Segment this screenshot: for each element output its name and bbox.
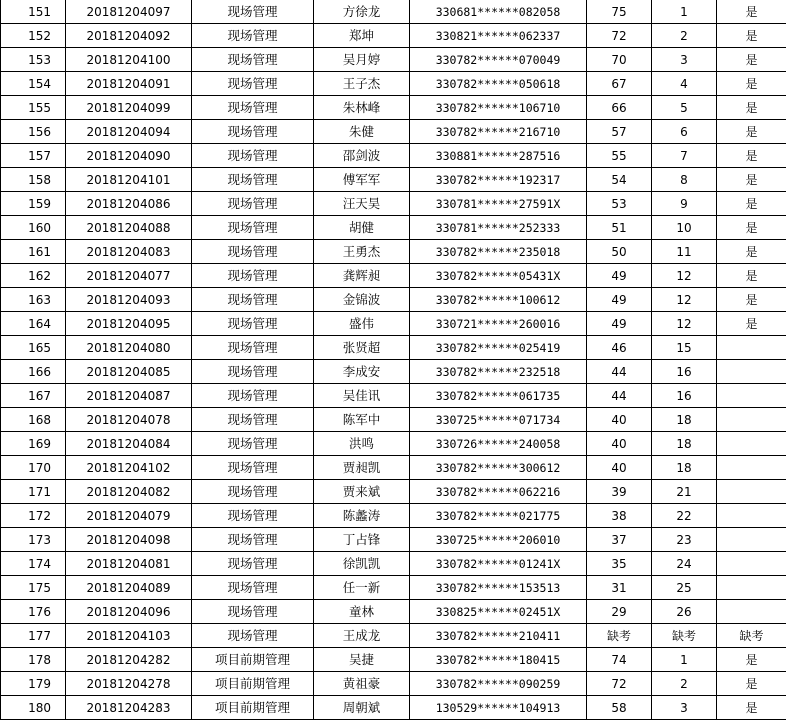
rank-cell: 缺考: [652, 624, 717, 648]
exam-id-cell: 20181204089: [66, 576, 192, 600]
score-cell: 50: [587, 240, 652, 264]
name-cell: 邵剑波: [314, 144, 410, 168]
row-number-cell: 157: [1, 144, 66, 168]
id-number-cell: 330782******025419: [410, 336, 587, 360]
exam-id-cell: 20181204084: [66, 432, 192, 456]
name-cell: 龚辉昶: [314, 264, 410, 288]
position-cell: 项目前期管理: [192, 648, 314, 672]
name-cell: 陈军中: [314, 408, 410, 432]
row-number-cell: 174: [1, 552, 66, 576]
qualified-cell: [717, 576, 786, 600]
name-cell: 王成龙: [314, 624, 410, 648]
id-number-cell: 330782******05431X: [410, 264, 587, 288]
row-number-cell: 180: [1, 696, 66, 720]
id-number-cell: 330782******050618: [410, 72, 587, 96]
row-number-cell: 153: [1, 48, 66, 72]
id-number-cell: 330681******082058: [410, 0, 587, 24]
position-cell: 现场管理: [192, 96, 314, 120]
qualified-cell: 是: [717, 96, 786, 120]
position-cell: 现场管理: [192, 552, 314, 576]
name-cell: 金锦波: [314, 288, 410, 312]
qualified-cell: [717, 600, 786, 624]
score-cell: 49: [587, 264, 652, 288]
rank-cell: 3: [652, 696, 717, 720]
row-number-cell: 168: [1, 408, 66, 432]
id-number-cell: 330825******02451X: [410, 600, 587, 624]
rank-cell: 18: [652, 432, 717, 456]
position-cell: 现场管理: [192, 0, 314, 24]
id-number-cell: 330782******100612: [410, 288, 587, 312]
qualified-cell: [717, 360, 786, 384]
qualified-cell: 是: [717, 0, 786, 24]
table-row: [1, 144, 786, 168]
qualified-cell: [717, 552, 786, 576]
name-cell: 陈蠡涛: [314, 504, 410, 528]
position-cell: 项目前期管理: [192, 672, 314, 696]
id-number-cell: 330782******180415: [410, 648, 587, 672]
name-cell: 汪天昊: [314, 192, 410, 216]
position-cell: 现场管理: [192, 528, 314, 552]
qualified-cell: 是: [717, 648, 786, 672]
exam-id-cell: 20181204098: [66, 528, 192, 552]
position-cell: 现场管理: [192, 240, 314, 264]
name-cell: 张贤超: [314, 336, 410, 360]
position-cell: 现场管理: [192, 336, 314, 360]
position-cell: 现场管理: [192, 72, 314, 96]
rank-cell: 8: [652, 168, 717, 192]
name-cell: 洪鸣: [314, 432, 410, 456]
rank-cell: 3: [652, 48, 717, 72]
table-row: [1, 672, 786, 696]
rank-cell: 11: [652, 240, 717, 264]
table-row: [1, 360, 786, 384]
exam-id-cell: 20181204080: [66, 336, 192, 360]
qualified-cell: 是: [717, 288, 786, 312]
position-cell: 现场管理: [192, 288, 314, 312]
qualified-cell: [717, 528, 786, 552]
id-number-cell: 330782******090259: [410, 672, 587, 696]
table-row: [1, 96, 786, 120]
position-cell: 现场管理: [192, 144, 314, 168]
rank-cell: 16: [652, 360, 717, 384]
qualified-cell: 是: [717, 48, 786, 72]
id-number-cell: 330782******070049: [410, 48, 587, 72]
table-row: [1, 168, 786, 192]
score-cell: 29: [587, 600, 652, 624]
table-row: [1, 120, 786, 144]
score-cell: 39: [587, 480, 652, 504]
rank-cell: 26: [652, 600, 717, 624]
position-cell: 现场管理: [192, 600, 314, 624]
name-cell: 吴佳讯: [314, 384, 410, 408]
qualified-cell: 是: [717, 216, 786, 240]
table-row: [1, 384, 786, 408]
name-cell: 王子杰: [314, 72, 410, 96]
qualified-cell: 缺考: [717, 624, 786, 648]
exam-id-cell: 20181204083: [66, 240, 192, 264]
id-number-cell: 330781******27591X: [410, 192, 587, 216]
id-number-cell: 330782******300612: [410, 456, 587, 480]
score-cell: 72: [587, 24, 652, 48]
id-number-cell: 330781******252333: [410, 216, 587, 240]
table-body: [1, 0, 786, 720]
name-cell: 黄祖豪: [314, 672, 410, 696]
id-number-cell: 330782******153513: [410, 576, 587, 600]
table-row: [1, 192, 786, 216]
position-cell: 现场管理: [192, 360, 314, 384]
table-row: [1, 24, 786, 48]
rank-cell: 9: [652, 192, 717, 216]
rank-cell: 10: [652, 216, 717, 240]
rank-cell: 6: [652, 120, 717, 144]
qualified-cell: [717, 456, 786, 480]
id-number-cell: 330782******106710: [410, 96, 587, 120]
id-number-cell: 330782******232518: [410, 360, 587, 384]
exam-id-cell: 20181204097: [66, 0, 192, 24]
rank-cell: 16: [652, 384, 717, 408]
row-number-cell: 177: [1, 624, 66, 648]
score-cell: 53: [587, 192, 652, 216]
name-cell: 傅军军: [314, 168, 410, 192]
row-number-cell: 179: [1, 672, 66, 696]
name-cell: 吴捷: [314, 648, 410, 672]
name-cell: 任一新: [314, 576, 410, 600]
row-number-cell: 176: [1, 600, 66, 624]
exam-id-cell: 20181204088: [66, 216, 192, 240]
name-cell: 李成安: [314, 360, 410, 384]
rank-cell: 24: [652, 552, 717, 576]
table-row: [1, 552, 786, 576]
row-number-cell: 151: [1, 0, 66, 24]
position-cell: 现场管理: [192, 504, 314, 528]
position-cell: 现场管理: [192, 168, 314, 192]
qualified-cell: [717, 432, 786, 456]
name-cell: 郑坤: [314, 24, 410, 48]
position-cell: 现场管理: [192, 264, 314, 288]
qualified-cell: 是: [717, 144, 786, 168]
row-number-cell: 154: [1, 72, 66, 96]
score-cell: 70: [587, 48, 652, 72]
row-number-cell: 169: [1, 432, 66, 456]
table-row: [1, 0, 786, 24]
score-cell: 55: [587, 144, 652, 168]
row-number-cell: 162: [1, 264, 66, 288]
table-row: [1, 48, 786, 72]
score-cell: 44: [587, 384, 652, 408]
table-row: [1, 456, 786, 480]
qualified-cell: [717, 384, 786, 408]
qualified-cell: 是: [717, 120, 786, 144]
table-row: [1, 600, 786, 624]
qualified-cell: [717, 336, 786, 360]
rank-cell: 12: [652, 264, 717, 288]
score-cell: 37: [587, 528, 652, 552]
rank-cell: 1: [652, 0, 717, 24]
qualified-cell: 是: [717, 168, 786, 192]
table-row: [1, 264, 786, 288]
score-cell: 49: [587, 312, 652, 336]
exam-id-cell: 20181204094: [66, 120, 192, 144]
score-cell: 67: [587, 72, 652, 96]
row-number-cell: 171: [1, 480, 66, 504]
row-number-cell: 166: [1, 360, 66, 384]
table-row: [1, 648, 786, 672]
row-number-cell: 152: [1, 24, 66, 48]
row-number-cell: 167: [1, 384, 66, 408]
exam-id-cell: 20181204099: [66, 96, 192, 120]
position-cell: 现场管理: [192, 192, 314, 216]
qualified-cell: [717, 408, 786, 432]
exam-id-cell: 20181204078: [66, 408, 192, 432]
table-row: [1, 408, 786, 432]
rank-cell: 5: [652, 96, 717, 120]
name-cell: 盛伟: [314, 312, 410, 336]
rank-cell: 4: [652, 72, 717, 96]
name-cell: 贾昶凯: [314, 456, 410, 480]
position-cell: 现场管理: [192, 384, 314, 408]
name-cell: 童林: [314, 600, 410, 624]
table-row: [1, 312, 786, 336]
position-cell: 现场管理: [192, 24, 314, 48]
rank-cell: 18: [652, 408, 717, 432]
name-cell: 胡健: [314, 216, 410, 240]
table-row: [1, 288, 786, 312]
score-cell: 38: [587, 504, 652, 528]
score-cell: 46: [587, 336, 652, 360]
rank-cell: 12: [652, 288, 717, 312]
score-cell: 74: [587, 648, 652, 672]
row-number-cell: 173: [1, 528, 66, 552]
row-number-cell: 175: [1, 576, 66, 600]
id-number-cell: 330782******235018: [410, 240, 587, 264]
row-number-cell: 164: [1, 312, 66, 336]
id-number-cell: 330721******260016: [410, 312, 587, 336]
id-number-cell: 330726******240058: [410, 432, 587, 456]
position-cell: 现场管理: [192, 120, 314, 144]
position-cell: 现场管理: [192, 48, 314, 72]
score-cell: 31: [587, 576, 652, 600]
row-number-cell: 159: [1, 192, 66, 216]
qualified-cell: 是: [717, 696, 786, 720]
score-cell: 35: [587, 552, 652, 576]
rank-cell: 18: [652, 456, 717, 480]
exam-id-cell: 20181204102: [66, 456, 192, 480]
exam-id-cell: 20181204087: [66, 384, 192, 408]
table-row: [1, 576, 786, 600]
id-number-cell: 330782******062216: [410, 480, 587, 504]
rank-cell: 21: [652, 480, 717, 504]
score-cell: 51: [587, 216, 652, 240]
rank-cell: 15: [652, 336, 717, 360]
score-cell: 44: [587, 360, 652, 384]
score-cell: 58: [587, 696, 652, 720]
position-cell: 现场管理: [192, 216, 314, 240]
exam-id-cell: 20181204283: [66, 696, 192, 720]
row-number-cell: 172: [1, 504, 66, 528]
position-cell: 现场管理: [192, 624, 314, 648]
row-number-cell: 158: [1, 168, 66, 192]
row-number-cell: 178: [1, 648, 66, 672]
row-number-cell: 155: [1, 96, 66, 120]
exam-id-cell: 20181204100: [66, 48, 192, 72]
exam-id-cell: 20181204092: [66, 24, 192, 48]
exam-id-cell: 20181204095: [66, 312, 192, 336]
exam-id-cell: 20181204091: [66, 72, 192, 96]
score-cell: 57: [587, 120, 652, 144]
position-cell: 现场管理: [192, 456, 314, 480]
row-number-cell: 160: [1, 216, 66, 240]
table-row: [1, 504, 786, 528]
id-number-cell: 330725******206010: [410, 528, 587, 552]
rank-cell: 1: [652, 648, 717, 672]
table-row: [1, 240, 786, 264]
qualified-cell: 是: [717, 264, 786, 288]
qualified-cell: 是: [717, 240, 786, 264]
score-cell: 54: [587, 168, 652, 192]
rank-cell: 2: [652, 672, 717, 696]
score-cell: 75: [587, 0, 652, 24]
id-number-cell: 130529******104913: [410, 696, 587, 720]
id-number-cell: 330782******021775: [410, 504, 587, 528]
score-cell: 66: [587, 96, 652, 120]
table-row: [1, 696, 786, 720]
rank-cell: 23: [652, 528, 717, 552]
qualified-cell: [717, 504, 786, 528]
position-cell: 现场管理: [192, 408, 314, 432]
name-cell: 朱林峰: [314, 96, 410, 120]
exam-id-cell: 20181204082: [66, 480, 192, 504]
row-number-cell: 165: [1, 336, 66, 360]
table-row: [1, 624, 786, 648]
id-number-cell: 330821******062337: [410, 24, 587, 48]
position-cell: 现场管理: [192, 480, 314, 504]
exam-id-cell: 20181204085: [66, 360, 192, 384]
rank-cell: 25: [652, 576, 717, 600]
rank-cell: 2: [652, 24, 717, 48]
exam-id-cell: 20181204101: [66, 168, 192, 192]
name-cell: 徐凯凯: [314, 552, 410, 576]
position-cell: 现场管理: [192, 312, 314, 336]
id-number-cell: 330782******210411: [410, 624, 587, 648]
id-number-cell: 330725******071734: [410, 408, 587, 432]
id-number-cell: 330782******061735: [410, 384, 587, 408]
name-cell: 周朝斌: [314, 696, 410, 720]
qualified-cell: 是: [717, 672, 786, 696]
exam-id-cell: 20181204086: [66, 192, 192, 216]
rank-cell: 12: [652, 312, 717, 336]
name-cell: 方徐龙: [314, 0, 410, 24]
score-cell: 40: [587, 432, 652, 456]
id-number-cell: 330782******192317: [410, 168, 587, 192]
id-number-cell: 330782******01241X: [410, 552, 587, 576]
qualified-cell: [717, 480, 786, 504]
score-cell: 40: [587, 456, 652, 480]
exam-id-cell: 20181204081: [66, 552, 192, 576]
qualified-cell: 是: [717, 312, 786, 336]
position-cell: 项目前期管理: [192, 696, 314, 720]
exam-id-cell: 20181204278: [66, 672, 192, 696]
exam-id-cell: 20181204090: [66, 144, 192, 168]
name-cell: 吴月婷: [314, 48, 410, 72]
table-row: [1, 216, 786, 240]
qualified-cell: 是: [717, 72, 786, 96]
qualified-cell: 是: [717, 192, 786, 216]
row-number-cell: 170: [1, 456, 66, 480]
exam-id-cell: 20181204282: [66, 648, 192, 672]
table-row: [1, 528, 786, 552]
exam-id-cell: 20181204096: [66, 600, 192, 624]
qualified-cell: 是: [717, 24, 786, 48]
score-cell: 缺考: [587, 624, 652, 648]
score-cell: 72: [587, 672, 652, 696]
table-row: [1, 336, 786, 360]
row-number-cell: 161: [1, 240, 66, 264]
row-number-cell: 163: [1, 288, 66, 312]
name-cell: 贾来斌: [314, 480, 410, 504]
id-number-cell: 330782******216710: [410, 120, 587, 144]
id-number-cell: 330881******287516: [410, 144, 587, 168]
position-cell: 现场管理: [192, 576, 314, 600]
position-cell: 现场管理: [192, 432, 314, 456]
score-cell: 49: [587, 288, 652, 312]
table-row: [1, 72, 786, 96]
row-number-cell: 156: [1, 120, 66, 144]
exam-id-cell: 20181204079: [66, 504, 192, 528]
exam-id-cell: 20181204077: [66, 264, 192, 288]
score-cell: 40: [587, 408, 652, 432]
rank-cell: 7: [652, 144, 717, 168]
table-row: [1, 432, 786, 456]
name-cell: 王勇杰: [314, 240, 410, 264]
exam-id-cell: 20181204093: [66, 288, 192, 312]
exam-id-cell: 20181204103: [66, 624, 192, 648]
name-cell: 朱健: [314, 120, 410, 144]
table-row: [1, 480, 786, 504]
name-cell: 丁占锋: [314, 528, 410, 552]
rank-cell: 22: [652, 504, 717, 528]
